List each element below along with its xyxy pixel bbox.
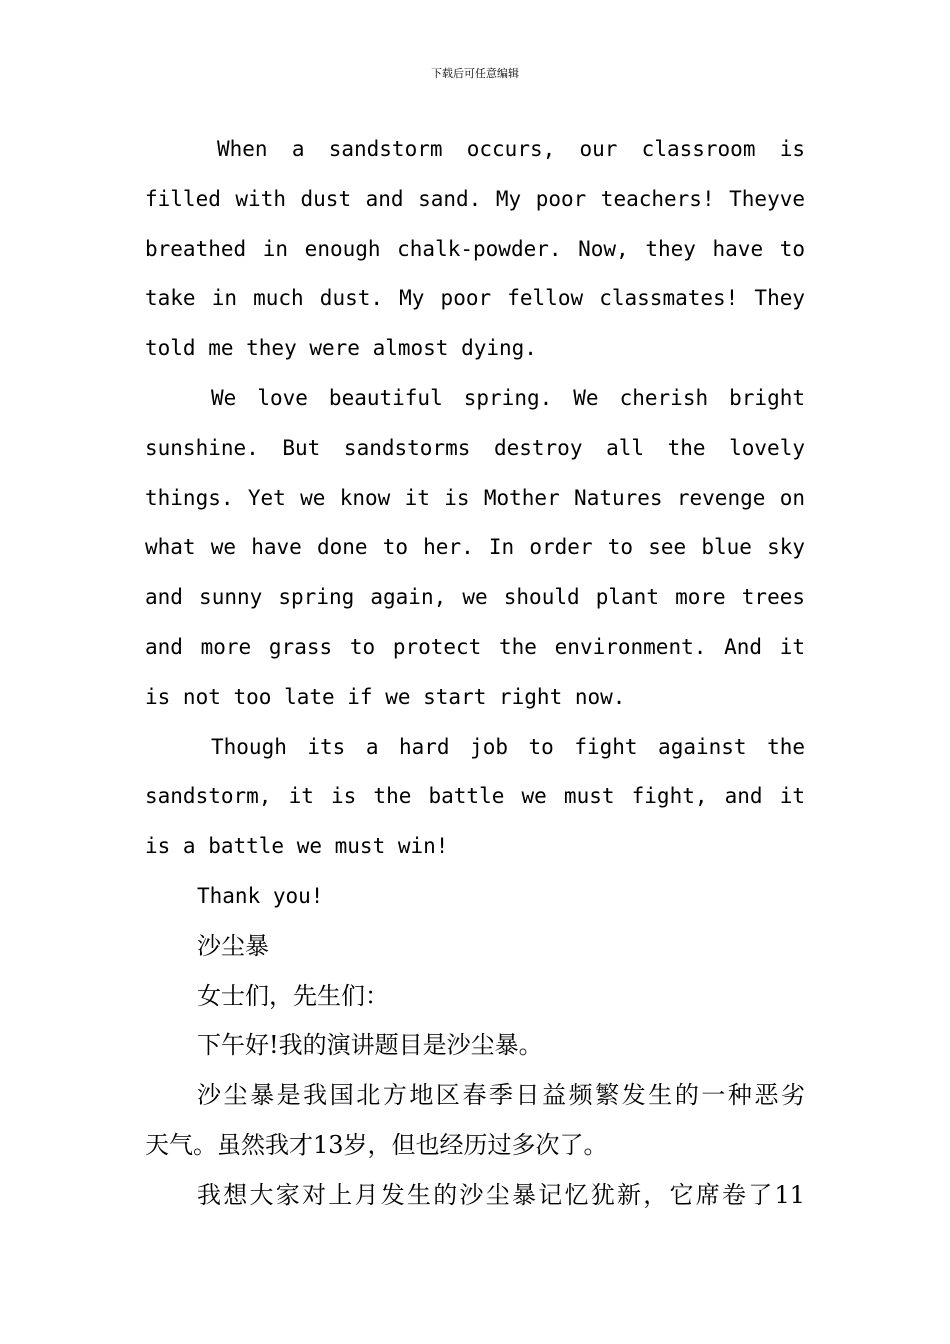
page-header-note: 下载后可任意编辑 bbox=[431, 67, 519, 80]
paragraph-line: breathed in enough chalk-powder. Now, they have to bbox=[145, 236, 805, 261]
paragraph-line: and more grass to protect the environment. And it bbox=[145, 634, 805, 659]
paragraph-line: We love beautiful spring. We cherish bright bbox=[211, 385, 805, 410]
paragraph-line: sunshine. But sandstorms destroy all the lovely bbox=[145, 435, 805, 460]
salutation-line: 女士们，先生们： bbox=[197, 981, 389, 1010]
paragraph-line: sandstorm, it is the battle we must fight, and it bbox=[145, 784, 805, 809]
paragraph-line: told me they were almost dying. bbox=[145, 336, 537, 361]
paragraph-line: 我想大家对上月发生的沙尘暴记忆犹新，它席卷了11 bbox=[197, 1180, 805, 1209]
paragraph-line: and sunny spring again, we should plant more trees bbox=[145, 585, 805, 610]
paragraph-line: 下午好!我的演讲题目是沙尘暴。 bbox=[197, 1031, 543, 1060]
section-title: 沙尘暴 bbox=[197, 931, 269, 960]
document-body bbox=[145, 125, 805, 1221]
paragraph-line: filled with dust and sand. My poor teachers! Theyve bbox=[145, 186, 805, 211]
paragraph-line: what we have done to her. In order to see blue sky bbox=[145, 535, 805, 560]
paragraph-line: is not too late if we start right now. bbox=[145, 684, 626, 709]
paragraph-line: 天气。虽然我才13岁，但也经历过多次了。 bbox=[145, 1130, 608, 1159]
paragraph-line: things. Yet we know it is Mother Natures revenge on bbox=[145, 485, 805, 510]
paragraph-line: is a battle we must win! bbox=[145, 834, 449, 859]
paragraph-line: 沙尘暴是我国北方地区春季日益频繁发生的一种恶劣 bbox=[197, 1081, 805, 1110]
paragraph-line: take in much dust. My poor fellow classmates! They bbox=[145, 286, 805, 311]
paragraph-line: Though its a hard job to fight against the bbox=[211, 734, 805, 759]
paragraph-line: When a sandstorm occurs, our classroom is bbox=[217, 137, 805, 161]
closing-line: Thank you! bbox=[197, 883, 324, 908]
